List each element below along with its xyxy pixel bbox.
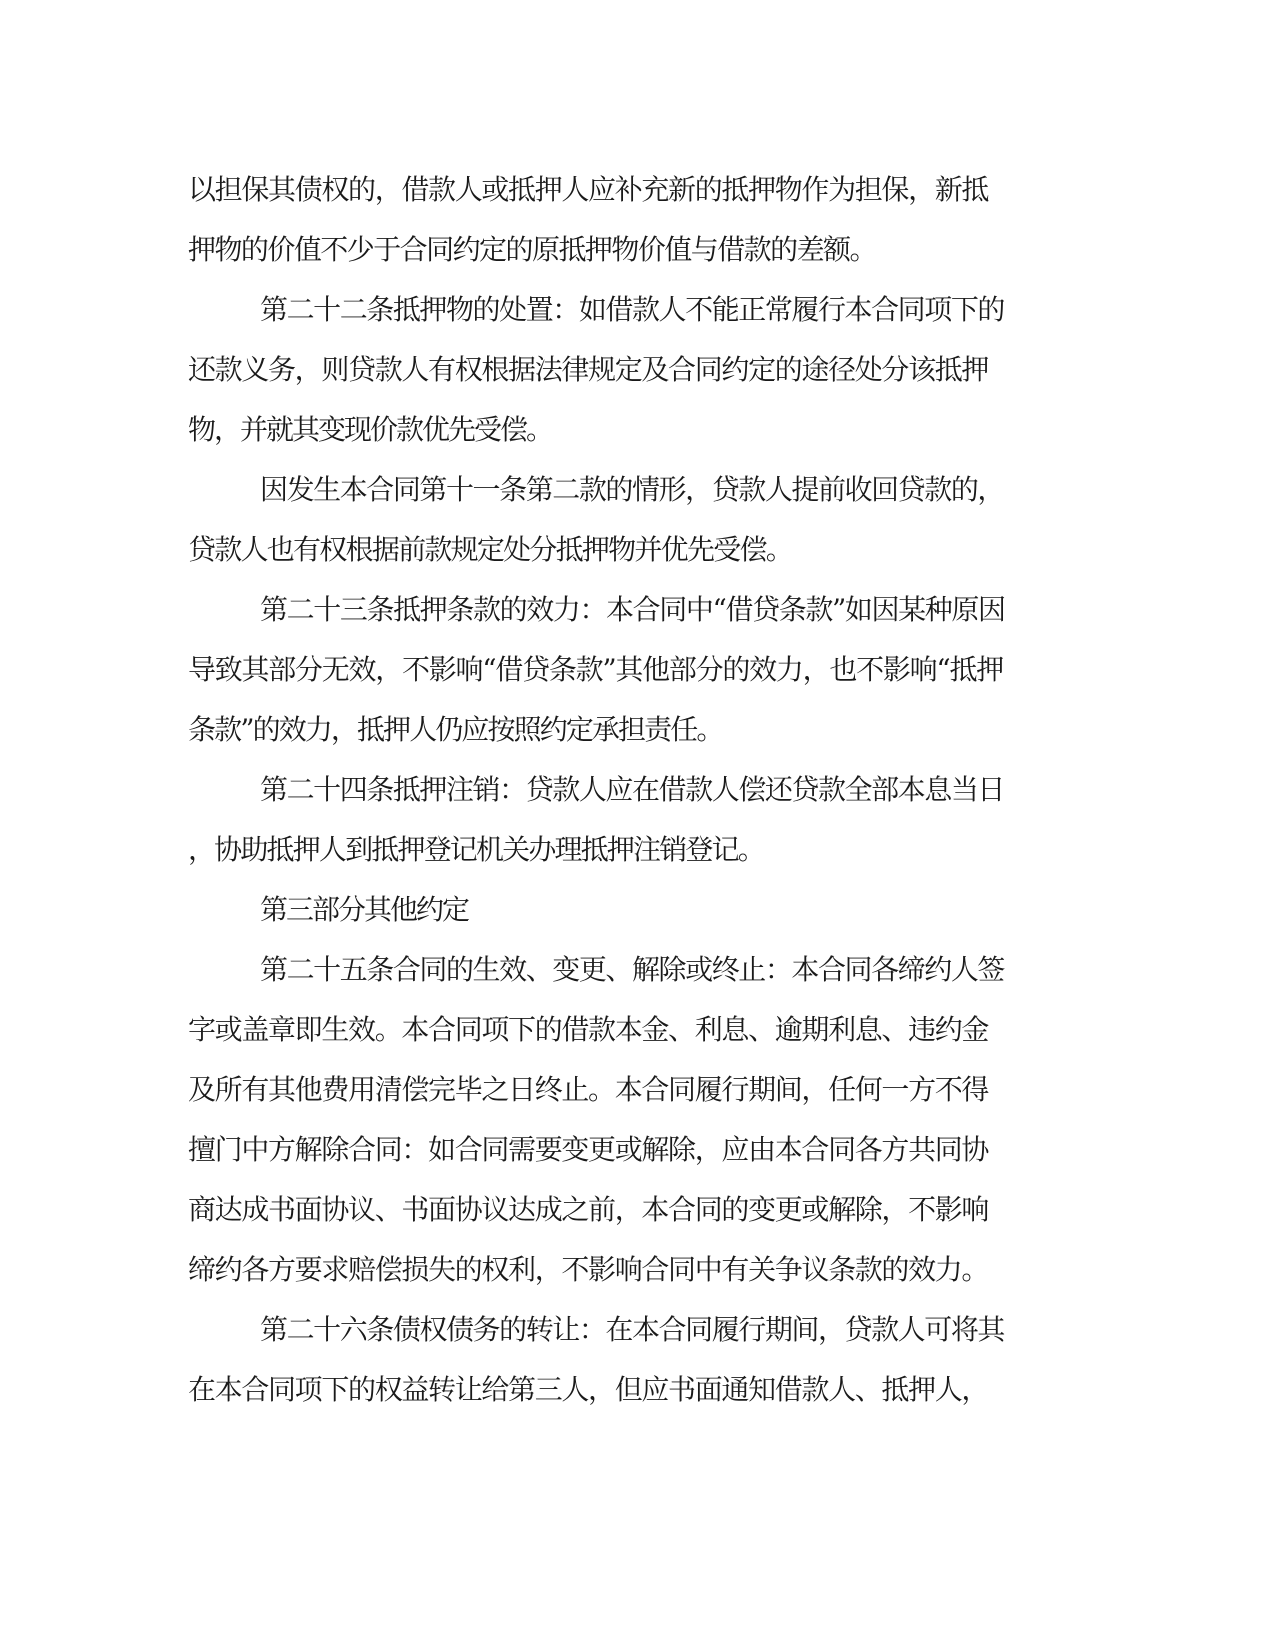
paragraph-line: 擅门中方解除合同：如合同需要变更或解除，应由本合同各方共同协 (188, 1133, 989, 1166)
paragraph-first-line: 第二十二条抵押物的处置：如借款人不能正常履行本合同项下的 (260, 293, 1004, 326)
paragraph-first-line: 第二十三条抵押条款的效力：本合同中“借贷条款”如因某种原因 (260, 593, 1005, 626)
paragraph-first-line: 因发生本合同第十一条第二款的情形，贷款人提前收回贷款的， (260, 473, 1004, 506)
paragraph-line: 条款”的效力，抵押人仍应按照约定承担责任。 (188, 713, 723, 746)
paragraph-line: 在本合同项下的权益转让给第三人，但应书面通知借款人、抵押人， (188, 1373, 989, 1406)
paragraph-line: 导致其部分无效，不影响“借贷条款”其他部分的效力，也不影响“抵押 (188, 653, 1003, 686)
paragraph-first-line: 第二十六条债权债务的转让：在本合同履行期间，贷款人可将其 (260, 1313, 1004, 1346)
paragraph-first-line: 第二十五条合同的生效、变更、解除或终止：本合同各缔约人签 (260, 953, 1004, 986)
paragraph-line: 商达成书面协议、书面协议达成之前，本合同的变更或解除，不影响 (188, 1193, 989, 1226)
document-body (188, 160, 1088, 1420)
paragraph-line: 及所有其他费用清偿完毕之日终止。本合同履行期间，任何一方不得 (188, 1073, 989, 1106)
paragraph-first-line: 第二十四条抵押注销：贷款人应在借款人偿还贷款全部本息当日 (260, 773, 1004, 806)
paragraph-line: 物，并就其变现价款优先受偿。 (188, 413, 553, 446)
paragraph-line: 贷款人也有权根据前款规定处分抵押物并优先受偿。 (188, 533, 792, 566)
paragraph-line: 以担保其债权的，借款人或抵押人应补充新的抵押物作为担保，新抵 (188, 173, 989, 206)
paragraph-line: ，协助抵押人到抵押登记机关办理抵押注销登记。 (188, 833, 764, 866)
paragraph-line: 缔约各方要求赔偿损失的权利，不影响合同中有关争议条款的效力。 (188, 1253, 989, 1286)
paragraph-line: 押物的价值不少于合同约定的原抵押物价值与借款的差额。 (188, 233, 876, 266)
paragraph-first-line: 第三部分其他约定 (260, 893, 469, 926)
paragraph-line: 还款义务，则贷款人有权根据法律规定及合同约定的途径处分该抵押 (188, 353, 989, 386)
paragraph-line: 字或盖章即生效。本合同项下的借款本金、利息、逾期利息、违约金 (188, 1013, 989, 1046)
